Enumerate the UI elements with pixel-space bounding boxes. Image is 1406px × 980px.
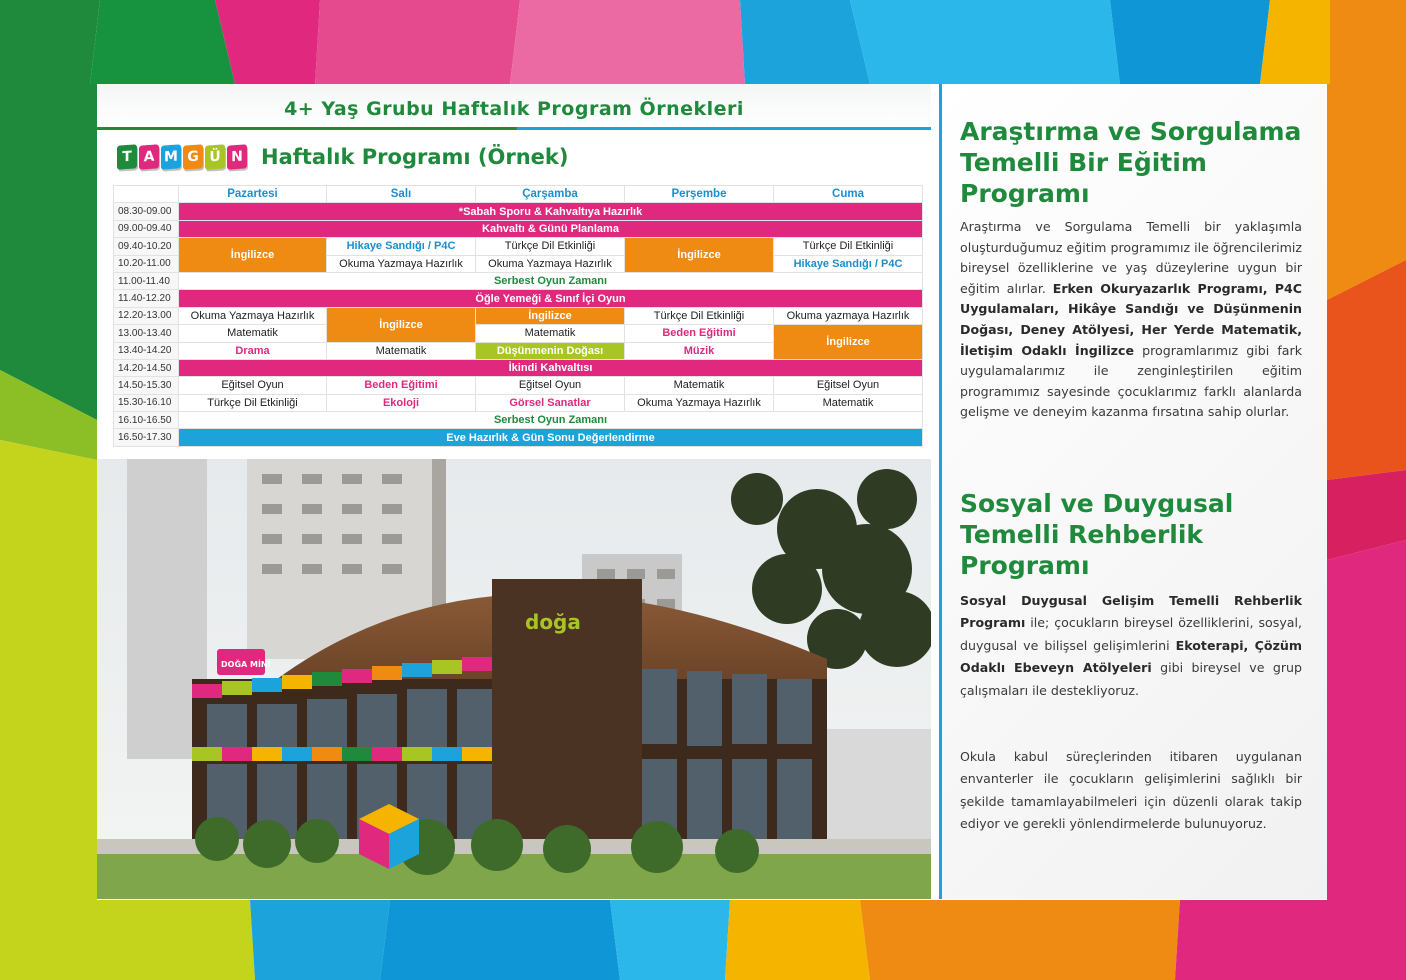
schedule-cell: Eğitsel Oyun (476, 377, 625, 394)
schedule-cell: Görsel Sanatlar (476, 394, 625, 411)
day-header: Perşembe (625, 186, 774, 203)
logo-letter-tile: Ü (205, 144, 225, 169)
schedule-cell: Kahvaltı & Günü Planlama (179, 220, 923, 237)
title-line: Programı (960, 179, 1090, 208)
schedule-cell: Türkçe Dil Etkinliği (476, 238, 625, 255)
table-row (114, 220, 923, 237)
schedule-cell: Okuma Yazmaya Hazırlık (179, 307, 327, 324)
schedule-cell: Serbest Oyun Zamanı (179, 412, 923, 429)
table-row (114, 394, 923, 411)
weekly-schedule-table (113, 185, 923, 447)
schedule-cell: Düşünmenin Doğası (476, 342, 625, 359)
table-row (114, 325, 923, 342)
paragraph-text: Araştırma ve Sorgulama Temelli bir yaklaşımla oluşturduğumuz eğitim programımız ile öğrencilerimiz bireysel özelliklerine ve yaş düzeylerine uygun bir eğitim alırlar. (960, 219, 1302, 296)
schedule-cell: Okuma Yazmaya Hazırlık (327, 255, 476, 272)
schedule-cell: İngilizce (625, 238, 774, 273)
title-line: Sosyal ve Duygusal (960, 489, 1234, 518)
table-row (114, 272, 923, 289)
time-cell: 16.50-17.30 (114, 429, 179, 446)
schedule-cell: *Sabah Sporu & Kahvaltıya Hazırlık (179, 203, 923, 220)
table-row (114, 359, 923, 376)
paragraph-bold: Ekoterapi, Çözüm Odaklı Ebeveyn Atölyeleri (960, 637, 1302, 676)
schedule-cell: Türkçe Dil Etkinliği (625, 307, 774, 324)
table-row (114, 412, 923, 429)
schedule-cell: Hikaye Sandığı / P4C (774, 255, 923, 272)
title-line: Araştırma ve Sorgulama (960, 117, 1302, 146)
section-body-inquiry (960, 217, 1302, 423)
time-cell: 08.30-09.00 (114, 203, 179, 220)
schedule-cell: Öğle Yemeği & Sınıf İçi Oyun (179, 290, 923, 307)
time-cell: 10.20-11.00 (114, 255, 179, 272)
table-row (114, 307, 923, 324)
schedule-cell: Drama (179, 342, 327, 359)
time-cell: 11.00-11.40 (114, 272, 179, 289)
table-row (114, 290, 923, 307)
day-header: Salı (327, 186, 476, 203)
schedule-cell: Hikaye Sandığı / P4C (327, 238, 476, 255)
paragraph-bold: Sosyal Duygusal Gelişim Temelli Rehberlik Programı (960, 593, 1302, 631)
time-cell: 09.00-09.40 (114, 220, 179, 237)
schedule-cell: Beden Eğitimi (625, 325, 774, 342)
schedule-cell: İkindi Kahvaltısı (179, 359, 923, 376)
time-cell: 13.40-14.20 (114, 342, 179, 359)
schedule-cell: İngilizce (179, 238, 327, 273)
day-header: Pazartesi (179, 186, 327, 203)
schedule-cell: Beden Eğitimi (327, 377, 476, 394)
title-line: Temelli Rehberlik (960, 520, 1204, 549)
schedule-cell: Matematik (327, 342, 476, 359)
time-column-header (114, 186, 179, 203)
time-cell: 16.10-16.50 (114, 412, 179, 429)
section-title-inquiry (960, 116, 1310, 209)
schedule-cell: Eğitsel Oyun (774, 377, 923, 394)
schedule-cell: Matematik (625, 377, 774, 394)
schedule-title-bar (97, 84, 931, 130)
table-row (114, 377, 923, 394)
table-row (114, 429, 923, 446)
section-body-followup: Okula kabul süreçlerinden itibaren uygulanan envanterler ile çocukların gelişimlerini sağlıklı bir şekilde tamamlayabilmeleri için düzenli olarak takip ediyor ve gerekli yönlendirmelerde bulunuyoruz. (960, 749, 1302, 832)
schedule-cell: Türkçe Dil Etkinliği (774, 238, 923, 255)
time-cell: 12.20-13.00 (114, 307, 179, 324)
tamgun-logo (117, 145, 247, 169)
logo-letter-tile: M (161, 144, 181, 169)
schedule-cell: Eğitsel Oyun (179, 377, 327, 394)
time-cell: 14.50-15.30 (114, 377, 179, 394)
logo-letter-tile: T (117, 144, 137, 169)
logo-letter-tile: N (227, 144, 247, 169)
table-row (114, 203, 923, 220)
table-row (114, 238, 923, 255)
schedule-cell: Türkçe Dil Etkinliği (179, 394, 327, 411)
schedule-panel (97, 84, 931, 458)
section-body-guidance (960, 590, 1302, 702)
schedule-cell: Matematik (179, 325, 327, 342)
schedule-cell: İngilizce (774, 325, 923, 360)
paragraph-text: programlarımız gibi fark uygulamalarımız ile zenginleştirilen eğitim programımız sayesinde çocuklarımız farklı alanlarda gelişme ve deneyim kazanma fırsatına sahip olurlar. (960, 342, 1302, 420)
paragraph-text: ile; çocukların bireysel özelliklerini, sosyal, duygusal ve bilişsel gelişimlerini (960, 615, 1302, 653)
schedule-cell: Matematik (476, 325, 625, 342)
logo-letter-tile: A (139, 144, 159, 169)
day-header: Cuma (774, 186, 923, 203)
paragraph-text: gibi bireysel ve grup çalışmaları ile destekliyoruz. (960, 660, 1302, 698)
time-cell: 13.00-13.40 (114, 325, 179, 342)
schedule-cell: İngilizce (476, 307, 625, 324)
time-cell: 09.40-10.20 (114, 238, 179, 255)
section-title-guidance (960, 488, 1310, 581)
title-line: Programı (960, 551, 1090, 580)
schedule-cell: Eve Hazırlık & Gün Sonu Değerlendirme (179, 429, 923, 446)
schedule-cell: Müzik (625, 342, 774, 359)
schedule-cell: Okuma Yazmaya Hazırlık (476, 255, 625, 272)
logo-letter-tile: G (183, 144, 203, 169)
weekly-program-title: Haftalık Programı (Örnek) (261, 145, 569, 169)
schedule-title: 4+ Yaş Grubu Haftalık Program Örnekleri (284, 98, 744, 120)
schedule-cell: Okuma Yazmaya Hazırlık (625, 394, 774, 411)
schedule-cell: İngilizce (327, 307, 476, 342)
building-sign: doğa (525, 610, 581, 634)
schedule-cell: Ekoloji (327, 394, 476, 411)
time-cell: 15.30-16.10 (114, 394, 179, 411)
info-panel (939, 84, 1327, 899)
table-header-row (114, 186, 923, 203)
day-header: Çarşamba (476, 186, 625, 203)
school-building-photo (97, 459, 931, 899)
program-header (117, 140, 568, 174)
schedule-cell: Serbest Oyun Zamanı (179, 272, 923, 289)
time-cell: 14.20-14.50 (114, 359, 179, 376)
schedule-cell: Matematik (774, 394, 923, 411)
schedule-cell: Okuma yazmaya Hazırlık (774, 307, 923, 324)
title-line: Temelli Bir Eğitim (960, 148, 1207, 177)
small-sign: DOĞA MİNİ (221, 660, 271, 669)
time-cell: 11.40-12.20 (114, 290, 179, 307)
paragraph-bold: Erken Okuryazarlık Programı, P4C Uygulamaları, Hikâye Sandığı ve Düşünmenin Doğası, Deney Atölyesi, Her Yerde Matematik, İletişim Odaklı İngilizce (960, 280, 1302, 358)
